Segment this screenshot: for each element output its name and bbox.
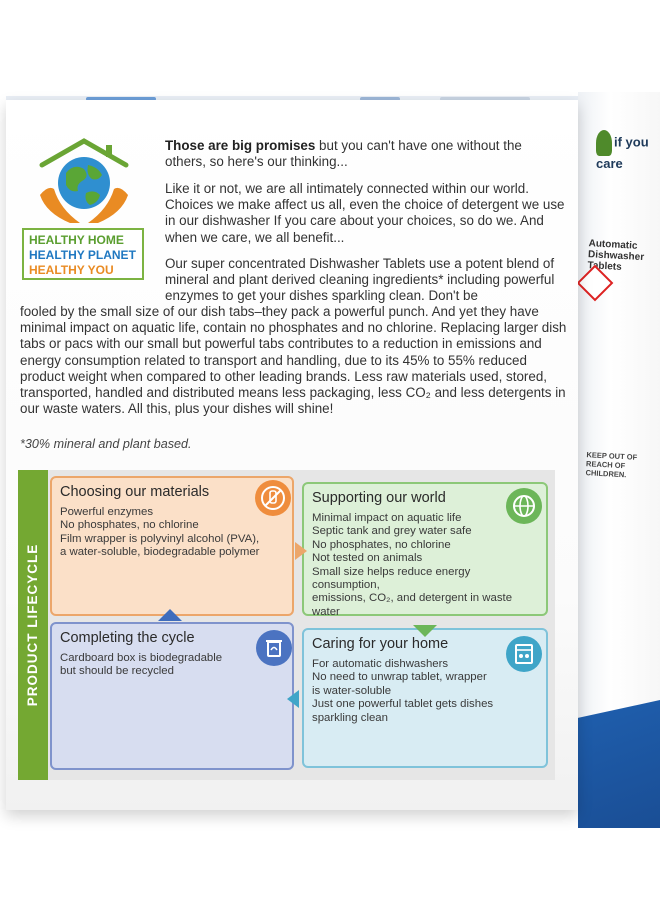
intro-bold: Those are big promises <box>165 138 316 153</box>
card-item: Cardboard box is biodegradable <box>60 652 223 664</box>
lifecycle-sidebar <box>18 470 48 780</box>
card-item: No phosphates, no chlorine <box>60 519 199 532</box>
card-item: Septic tank and grey water safe <box>312 525 472 538</box>
card-item: Not tested on animals <box>312 552 423 565</box>
intro-rest: but you can't have one without the others, so here's our thinking... <box>165 138 522 170</box>
card-item: emissions, CO₂, and detergent in waste water <box>312 592 513 618</box>
tagline-line-2: HEALTHY PLANET <box>29 248 136 262</box>
card-title: Choosing our materials <box>60 484 210 500</box>
intro-paragraph-3b: fooled by the small size of our dish tabs–they pack a powerful punch. And yet they have minimal impact on aquatic life, contain no phosphates and no chlorine. Replacing larger dish tabs or pacs with our small but powerful tabs contributes to a reduction in emissions and energy consumption related to transport and handling, due to its 45% to 55% reduced product weight when compared to other leading brands. Less raw materials used, stored, transported, handled and distributed means less packaging, less CO₂ and less detergents in our waste waters. All this, plus your dishes will shine! <box>20 304 567 417</box>
footnote: *30% mineral and plant based. <box>20 437 192 451</box>
recycle-bin-icon <box>256 630 292 666</box>
house-globe-hands-icon <box>22 135 152 227</box>
lifecycle-label: PRODUCT LIFECYCLE <box>25 543 40 707</box>
healthy-planet-logo <box>22 135 152 227</box>
card-item: Small size helps reduce energy consumption, <box>312 565 471 592</box>
tagline-line-3: HEALTHY YOU <box>29 263 114 277</box>
box-side-blue-band <box>578 700 660 828</box>
card-title: Caring for your home <box>312 636 449 652</box>
card-item: sparkling clean <box>312 711 388 724</box>
side-brand-logo <box>596 130 654 171</box>
card-item: a water-soluble, biodegradable polymer <box>60 546 260 559</box>
intro-paragraph-3a: Our super concentrated Dishwasher Tablets use a potent blend of mineral and plant derived cleaning ingredients* including powerful enzymes to get your dishes sparkling clean. Don't be <box>165 256 555 304</box>
card-item: No need to unwrap tablet, wrapper <box>312 671 487 684</box>
dishwasher-icon <box>506 636 542 672</box>
card-item: Film wrapper is polyvinyl alcohol (PVA), <box>60 532 260 545</box>
intro-paragraph-2: Like it or not, we are all intimately connected within our world. Choices we make affect us all, even the choice of detergent we use in our dishwasher If you care about your choices, so do we. And when we care, we all benefit... <box>165 181 565 245</box>
no-chemicals-icon <box>255 480 291 516</box>
card-item: Just one powerful tablet gets dishes <box>312 698 494 711</box>
tagline-box <box>22 228 144 280</box>
card-item: No phosphates, no chlorine <box>312 538 451 551</box>
tagline-line-1: HEALTHY HOME <box>29 233 124 247</box>
side-warning-text: KEEP OUT OF REACH OF CHILDREN. <box>585 450 638 480</box>
globe-icon <box>506 488 542 524</box>
arrow-left <box>287 690 299 708</box>
leaf-icon <box>596 130 612 156</box>
arrow-up <box>158 609 182 621</box>
card-item: Powerful enzymes <box>60 506 154 518</box>
card-item: For automatic dishwashers <box>312 658 449 670</box>
side-product-title: Automatic Dishwasher Tablets <box>587 238 645 273</box>
side-brand-name: if you care <box>596 134 649 171</box>
intro-paragraph-1 <box>165 138 565 170</box>
card-title: Supporting our world <box>312 490 446 506</box>
card-item: but should be recycled <box>60 665 174 678</box>
card-item: Minimal impact on aquatic life <box>312 512 462 524</box>
card-title: Completing the cycle <box>60 630 195 646</box>
arrow-right <box>295 542 307 560</box>
arrow-down <box>413 625 437 637</box>
card-item: is water-soluble <box>312 684 392 697</box>
